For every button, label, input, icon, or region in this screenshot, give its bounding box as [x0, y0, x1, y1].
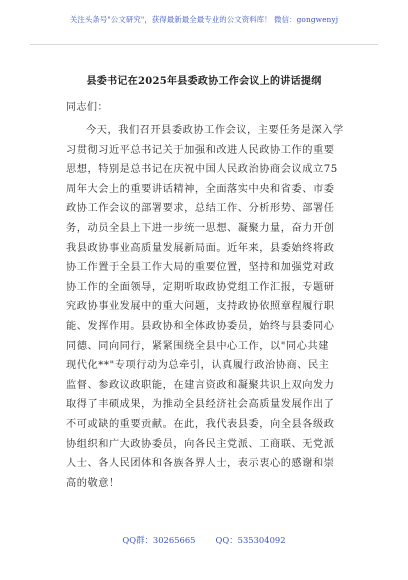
body-line: 协工作置于全县工作大局的重要位置，坚持和加强党对政	[66, 262, 335, 274]
body-line: 高的敬意！	[66, 477, 120, 489]
body-line: 人士、各人民团体和各族各界人士，表示衷心的感谢和崇	[66, 458, 335, 470]
body-line: 现代化**"专项行动为总牵引，认真履行政治协商、民主	[66, 360, 330, 372]
footer-contact	[0, 534, 408, 546]
header-banner[interactable]: 关注头条号"公文研究"，获得最新最全最专业的公文资料库！ 微信：gongwenyj	[69, 15, 339, 24]
body-line: 能、发挥作用。县政协和全体政协委员，始终与县委同心	[66, 320, 335, 332]
body-line: 政协工作会议的部署要求，总结工作、分析形势、部署任	[66, 203, 335, 215]
document-title: 县委书记在2025年县委政协工作会议上的讲话提纲	[86, 76, 322, 87]
header-divider	[30, 44, 378, 45]
body-line: 今天，我们召开县委政协工作会议，主要任务是深入学	[86, 125, 344, 136]
body-line: 监督、参政议政职能，在建言资政和凝聚共识上双向发力	[66, 379, 335, 391]
body-line: 同德、同向同行，紧紧围绕全县中心工作，以"同心共建	[66, 340, 329, 352]
body-line: 周年大会上的重要讲话精神，全面落实中央和省委、市委	[66, 183, 335, 195]
body-paragraph	[66, 121, 344, 493]
body-line: 思想，特别是总书记在庆祝中国人民政治协商会议成立75	[66, 164, 338, 176]
qq-group-link[interactable]: QQ群：30265665	[122, 535, 196, 545]
body-line: 务，动员全县上下进一步统一思想、凝聚力量，奋力开创	[66, 222, 335, 234]
body-line: 取得了丰硕成果，为推动全县经济社会高质量发展作出了	[66, 399, 335, 411]
salutation: 同志们：	[66, 102, 108, 113]
body-line: 习贯彻习近平总书记关于加强和改进人民政协工作的重要	[66, 144, 335, 156]
body-line: 究政协事业发展中的重大问题，支持政协依照章程履行职	[66, 301, 335, 313]
body-line: 不可或缺的重要贡献。在此，我代表县委，向全县各级政	[66, 418, 335, 430]
body-line: 协组织和广大政协委员，向各民主党派、工商联、无党派	[66, 438, 335, 450]
body-line: 协工作的全面领导，定期听取政协党组工作汇报，专题研	[66, 281, 335, 293]
body-line: 我县政协事业高质量发展新局面。近年来，县委始终将政	[66, 242, 335, 254]
qq-contact-link[interactable]: QQ：535304092	[215, 535, 286, 545]
